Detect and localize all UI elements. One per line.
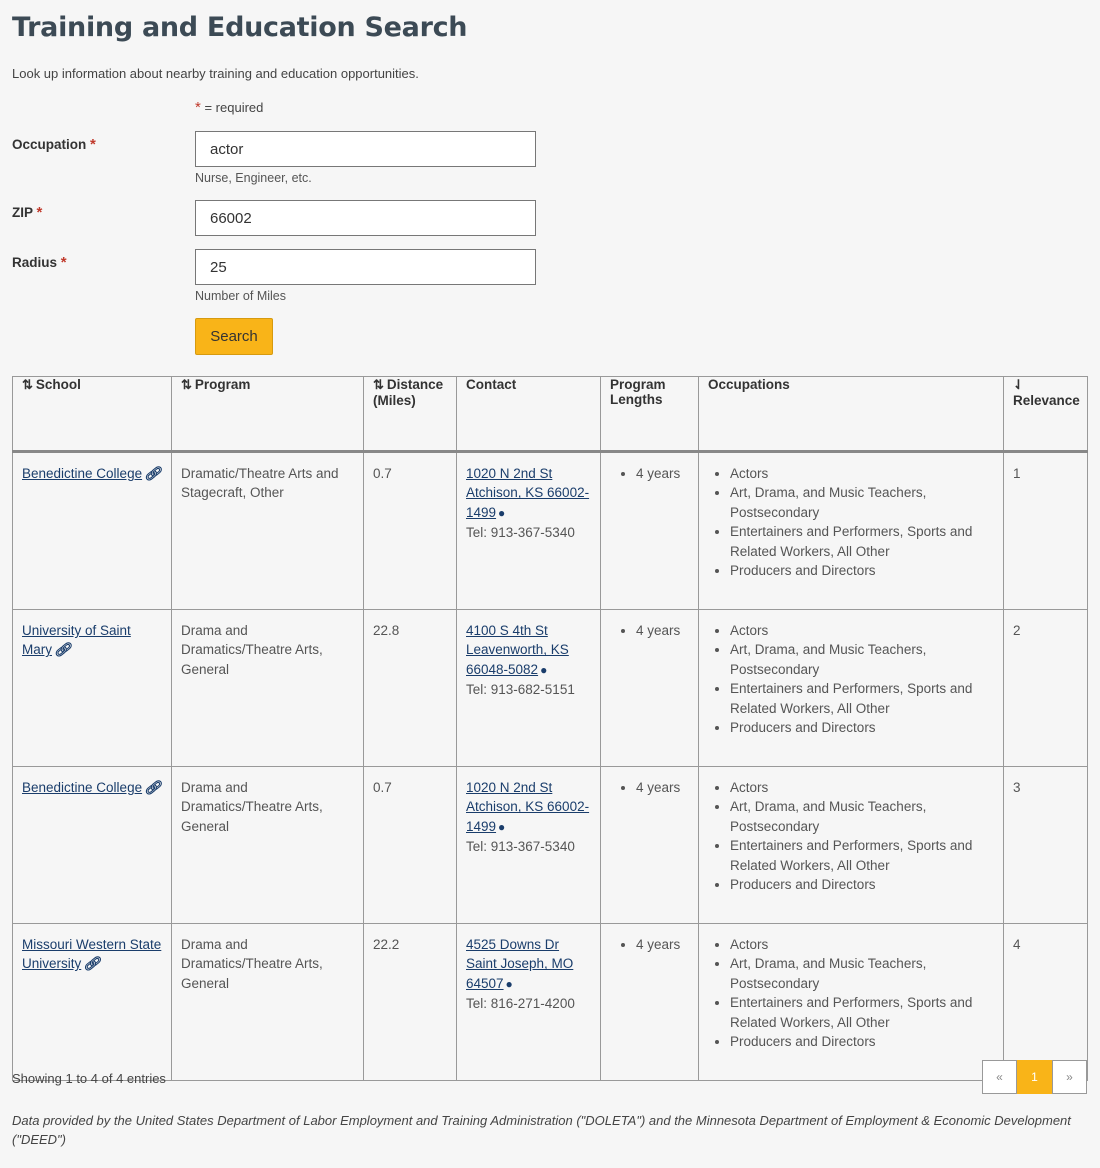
contact-cell — [457, 452, 601, 610]
occupations-cell — [699, 610, 1004, 767]
relevance-cell: 1 — [1004, 452, 1088, 610]
phone-text: Tel: 913-367-5340 — [466, 525, 575, 541]
program-cell: Drama and Dramatics/Theatre Arts, General — [172, 610, 364, 767]
occupation-item: • Art, Drama, and Music Teachers, Postsecondary — [730, 483, 994, 522]
school-cell — [13, 924, 172, 1081]
sort-icon: ⇅ — [22, 377, 33, 392]
pagination-page-1[interactable]: 1 — [1017, 1060, 1052, 1094]
column-header-label: Program Lengths — [610, 377, 666, 407]
column-header-label: Distance (Miles) — [373, 377, 444, 408]
occupation-item: • Producers and Directors — [730, 1032, 994, 1051]
distance-cell: 22.8 — [364, 610, 457, 767]
program-length: • 4 years — [636, 464, 689, 483]
phone-text: Tel: 913-367-5340 — [466, 839, 575, 855]
column-header-label: Relevance — [1013, 393, 1080, 408]
table-row — [13, 767, 1088, 924]
occupation-item: • Actors — [730, 778, 994, 797]
address-link[interactable]: 4100 S 4th St Leavenworth, KS 66048-5082 — [466, 623, 569, 677]
required-star: * — [195, 99, 201, 116]
map-marker-icon: ● — [505, 976, 513, 991]
program-length: • 4 years — [636, 778, 689, 797]
relevance-cell: 4 — [1004, 924, 1088, 1081]
school-cell — [13, 452, 172, 610]
column-header-label: Program — [194, 377, 251, 392]
school-link[interactable]: Missouri Western State University — [22, 937, 162, 972]
address-link[interactable]: 1020 N 2nd St Atchison, KS 66002-1499 — [466, 780, 590, 834]
occupation-item: • Entertainers and Performers, Sports and Related Workers, All Other — [730, 522, 994, 561]
sort-icon: ⇅ — [373, 377, 384, 392]
program-cell: Drama and Dramatics/Theatre Arts, General — [172, 767, 364, 924]
pagination — [982, 1060, 1087, 1094]
external-link-icon: 🔗︎ — [83, 956, 101, 972]
radius-hint: Number of Miles — [195, 289, 286, 303]
map-marker-icon: ● — [540, 662, 548, 677]
occupation-item: • Producers and Directors — [730, 875, 994, 894]
column-header-label: Occupations — [708, 377, 790, 392]
column-header-occupations — [699, 377, 1004, 452]
occupation-item: • Actors — [730, 621, 994, 640]
results-table — [12, 376, 1088, 1081]
school-cell — [13, 610, 172, 767]
occupation-item: • Actors — [730, 935, 994, 954]
distance-cell: 0.7 — [364, 767, 457, 924]
table-row — [13, 924, 1088, 1081]
occupation-item: • Entertainers and Performers, Sports and Related Workers, All Other — [730, 993, 994, 1032]
program-length-cell — [601, 452, 699, 610]
school-cell — [13, 767, 172, 924]
pagination-previous-button[interactable]: « — [982, 1060, 1017, 1094]
column-header-label: Contact — [466, 377, 517, 392]
zip-input[interactable] — [195, 200, 536, 236]
required-note-text: = required — [204, 100, 264, 115]
column-header-relevance[interactable] — [1004, 377, 1088, 452]
school-link[interactable]: Benedictine College — [22, 466, 143, 481]
contact-cell — [457, 610, 601, 767]
column-header-distance[interactable] — [364, 377, 457, 452]
column-header-lengths — [601, 377, 699, 452]
zip-label — [12, 204, 42, 221]
phone-text: Tel: 816-271-4200 — [466, 996, 575, 1012]
map-marker-icon: ● — [498, 819, 506, 834]
phone-text: Tel: 913-682-5151 — [466, 682, 575, 698]
contact-cell — [457, 924, 601, 1081]
column-header-contact — [457, 377, 601, 452]
required-star: * — [60, 254, 67, 271]
radius-label — [12, 254, 67, 271]
external-link-icon: 🔗︎ — [144, 780, 162, 795]
occupation-item: • Art, Drama, and Music Teachers, Postsecondary — [730, 640, 994, 679]
occupations-cell — [699, 452, 1004, 610]
occupation-item: • Art, Drama, and Music Teachers, Postsecondary — [730, 797, 994, 836]
table-row — [13, 610, 1088, 767]
occupation-item: • Art, Drama, and Music Teachers, Postsecondary — [730, 954, 994, 993]
program-length: • 4 years — [636, 621, 689, 640]
radius-input[interactable] — [195, 249, 536, 285]
external-link-icon: 🔗︎ — [144, 466, 162, 481]
occupation-item: • Actors — [730, 464, 994, 483]
program-length: • 4 years — [636, 935, 689, 954]
school-link[interactable]: University of Saint Mary — [22, 623, 131, 658]
program-length-cell — [601, 924, 699, 1081]
relevance-cell: 2 — [1004, 610, 1088, 767]
occupation-item: • Producers and Directors — [730, 561, 994, 580]
pagination-next-button[interactable]: » — [1052, 1060, 1087, 1094]
occupations-cell — [699, 767, 1004, 924]
occupation-label-text: Occupation — [12, 137, 87, 152]
distance-cell: 22.2 — [364, 924, 457, 1081]
sort-icon: ⇅ — [181, 377, 192, 392]
table-header-row — [13, 377, 1088, 452]
relevance-cell: 3 — [1004, 767, 1088, 924]
address-link[interactable]: 4525 Downs Dr Saint Joseph, MO 64507 — [466, 937, 574, 991]
radius-label-text: Radius — [12, 255, 58, 270]
distance-cell: 0.7 — [364, 452, 457, 610]
occupation-item: • Producers and Directors — [730, 718, 994, 737]
required-star: * — [90, 136, 96, 153]
occupation-hint: Nurse, Engineer, etc. — [195, 171, 312, 185]
contact-cell — [457, 767, 601, 924]
occupation-input[interactable] — [195, 131, 536, 167]
required-note — [195, 99, 263, 116]
search-button[interactable]: Search — [195, 318, 273, 355]
occupation-label — [12, 136, 96, 153]
zip-label-text: ZIP — [12, 205, 33, 220]
page-title: Training and Education Search — [12, 12, 468, 43]
program-cell: Drama and Dramatics/Theatre Arts, General — [172, 924, 364, 1081]
school-link[interactable]: Benedictine College — [22, 780, 143, 795]
external-link-icon: 🔗︎ — [54, 642, 72, 658]
column-header-program[interactable] — [172, 377, 364, 452]
sort-descending-icon: ⇃ — [1013, 377, 1024, 392]
program-cell: Dramatic/Theatre Arts and Stagecraft, Other — [172, 452, 364, 610]
program-length-cell — [601, 610, 699, 767]
program-length-cell — [601, 767, 699, 924]
table-row — [13, 452, 1088, 610]
occupations-cell — [699, 924, 1004, 1081]
column-header-label: School — [35, 377, 81, 392]
map-marker-icon: ● — [498, 505, 506, 520]
occupation-item: • Entertainers and Performers, Sports and Related Workers, All Other — [730, 679, 994, 718]
intro-text: Look up information about nearby training and education opportunities. — [12, 66, 419, 81]
data-attribution: Data provided by the United States Department of Labor Employment and Training Administration ("DOLETA") and the Minnesota Department of Employment & Economic Development ("DEED") — [12, 1113, 1071, 1147]
address-link[interactable]: 1020 N 2nd St Atchison, KS 66002-1499 — [466, 466, 590, 520]
column-header-school[interactable] — [13, 377, 172, 452]
entries-count: Showing 1 to 4 of 4 entries — [12, 1071, 166, 1086]
occupation-item: • Entertainers and Performers, Sports and Related Workers, All Other — [730, 836, 994, 875]
required-star: * — [36, 204, 43, 221]
